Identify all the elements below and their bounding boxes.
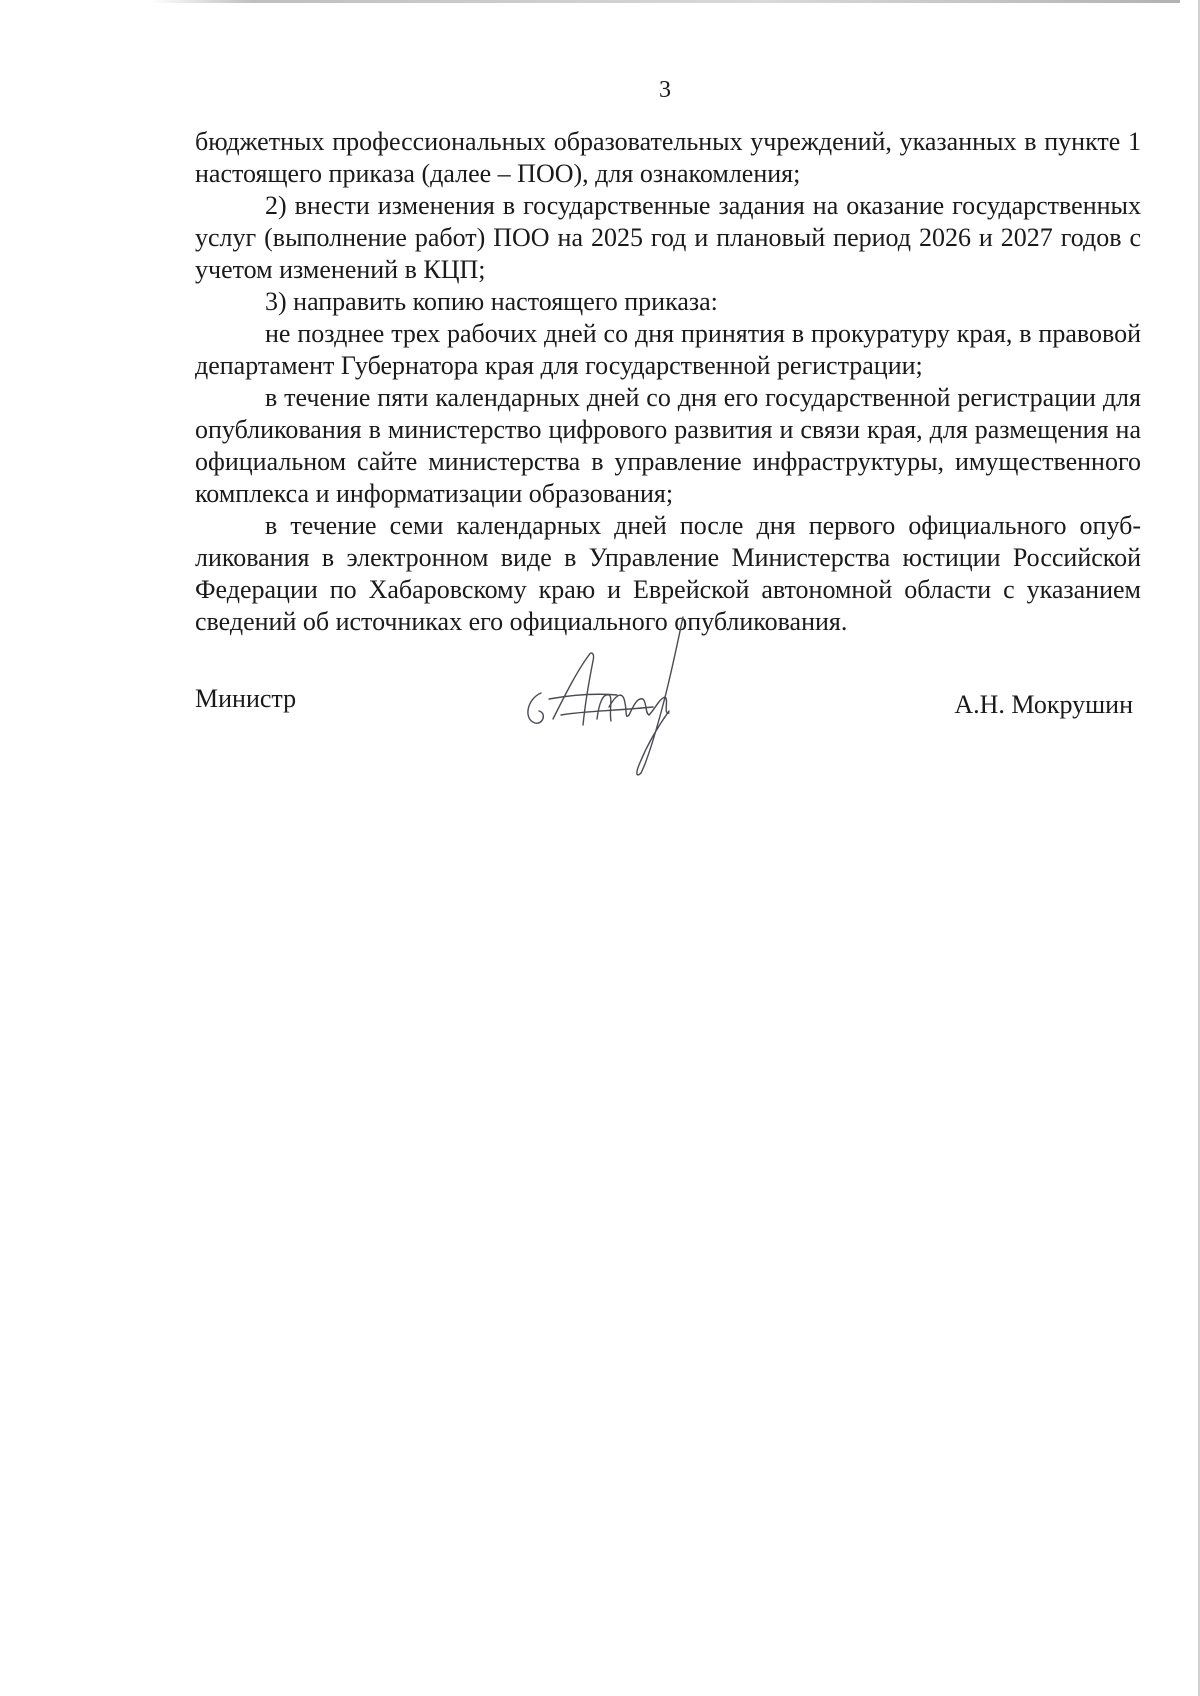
page-number: 3: [659, 77, 671, 103]
paragraph-item-3: 3) направить копию настоящего приказа:: [265, 287, 718, 316]
signatory-name: А.Н. Мокрушин: [954, 690, 1133, 719]
paragraph-continuation: бюджетных профессиональных образовательных учреждений, указанных в пункте 1 настоящего приказа (далее – ПОО), для ознакомления;: [195, 127, 1141, 188]
paragraph-item-2: 2) внести изменения в государственные задания на оказание государственных услуг (выполнение работ) ПОО на 2025 год и плановый период 2026 и 2027 годов с учетом изменений в КЦП;: [195, 191, 1141, 284]
signature-block: [195, 683, 1141, 803]
handwritten-signature: [513, 615, 713, 785]
paragraph-prosecutor: не позднее трех рабочих дней со дня принятия в прокуратуру края, в правовой департамент Губернатора края для государственной регистрации;: [195, 319, 1141, 380]
scan-edge-top: [150, 0, 1180, 3]
paragraph-digital-ministry: в течение пяти календарных дней со дня его государственной регистрации для опубликования в министерство цифрового развития и связи края, для размещения на официальном сайте министерства в управление инфраструктуры, имущественного комплекса и информатизации образования;: [195, 383, 1141, 508]
signatory-role: Министр: [195, 684, 297, 713]
document-body: [195, 126, 1141, 638]
paragraph-justice-ministry: в течение семи календарных дней после дня первого официального опубликования в электронном виде в Управление Министерства юстиции Российской Федерации по Хабаровскому краю и Еврейской автономной области с указанием сведений об источниках его официального опубликования.: [195, 511, 1141, 636]
